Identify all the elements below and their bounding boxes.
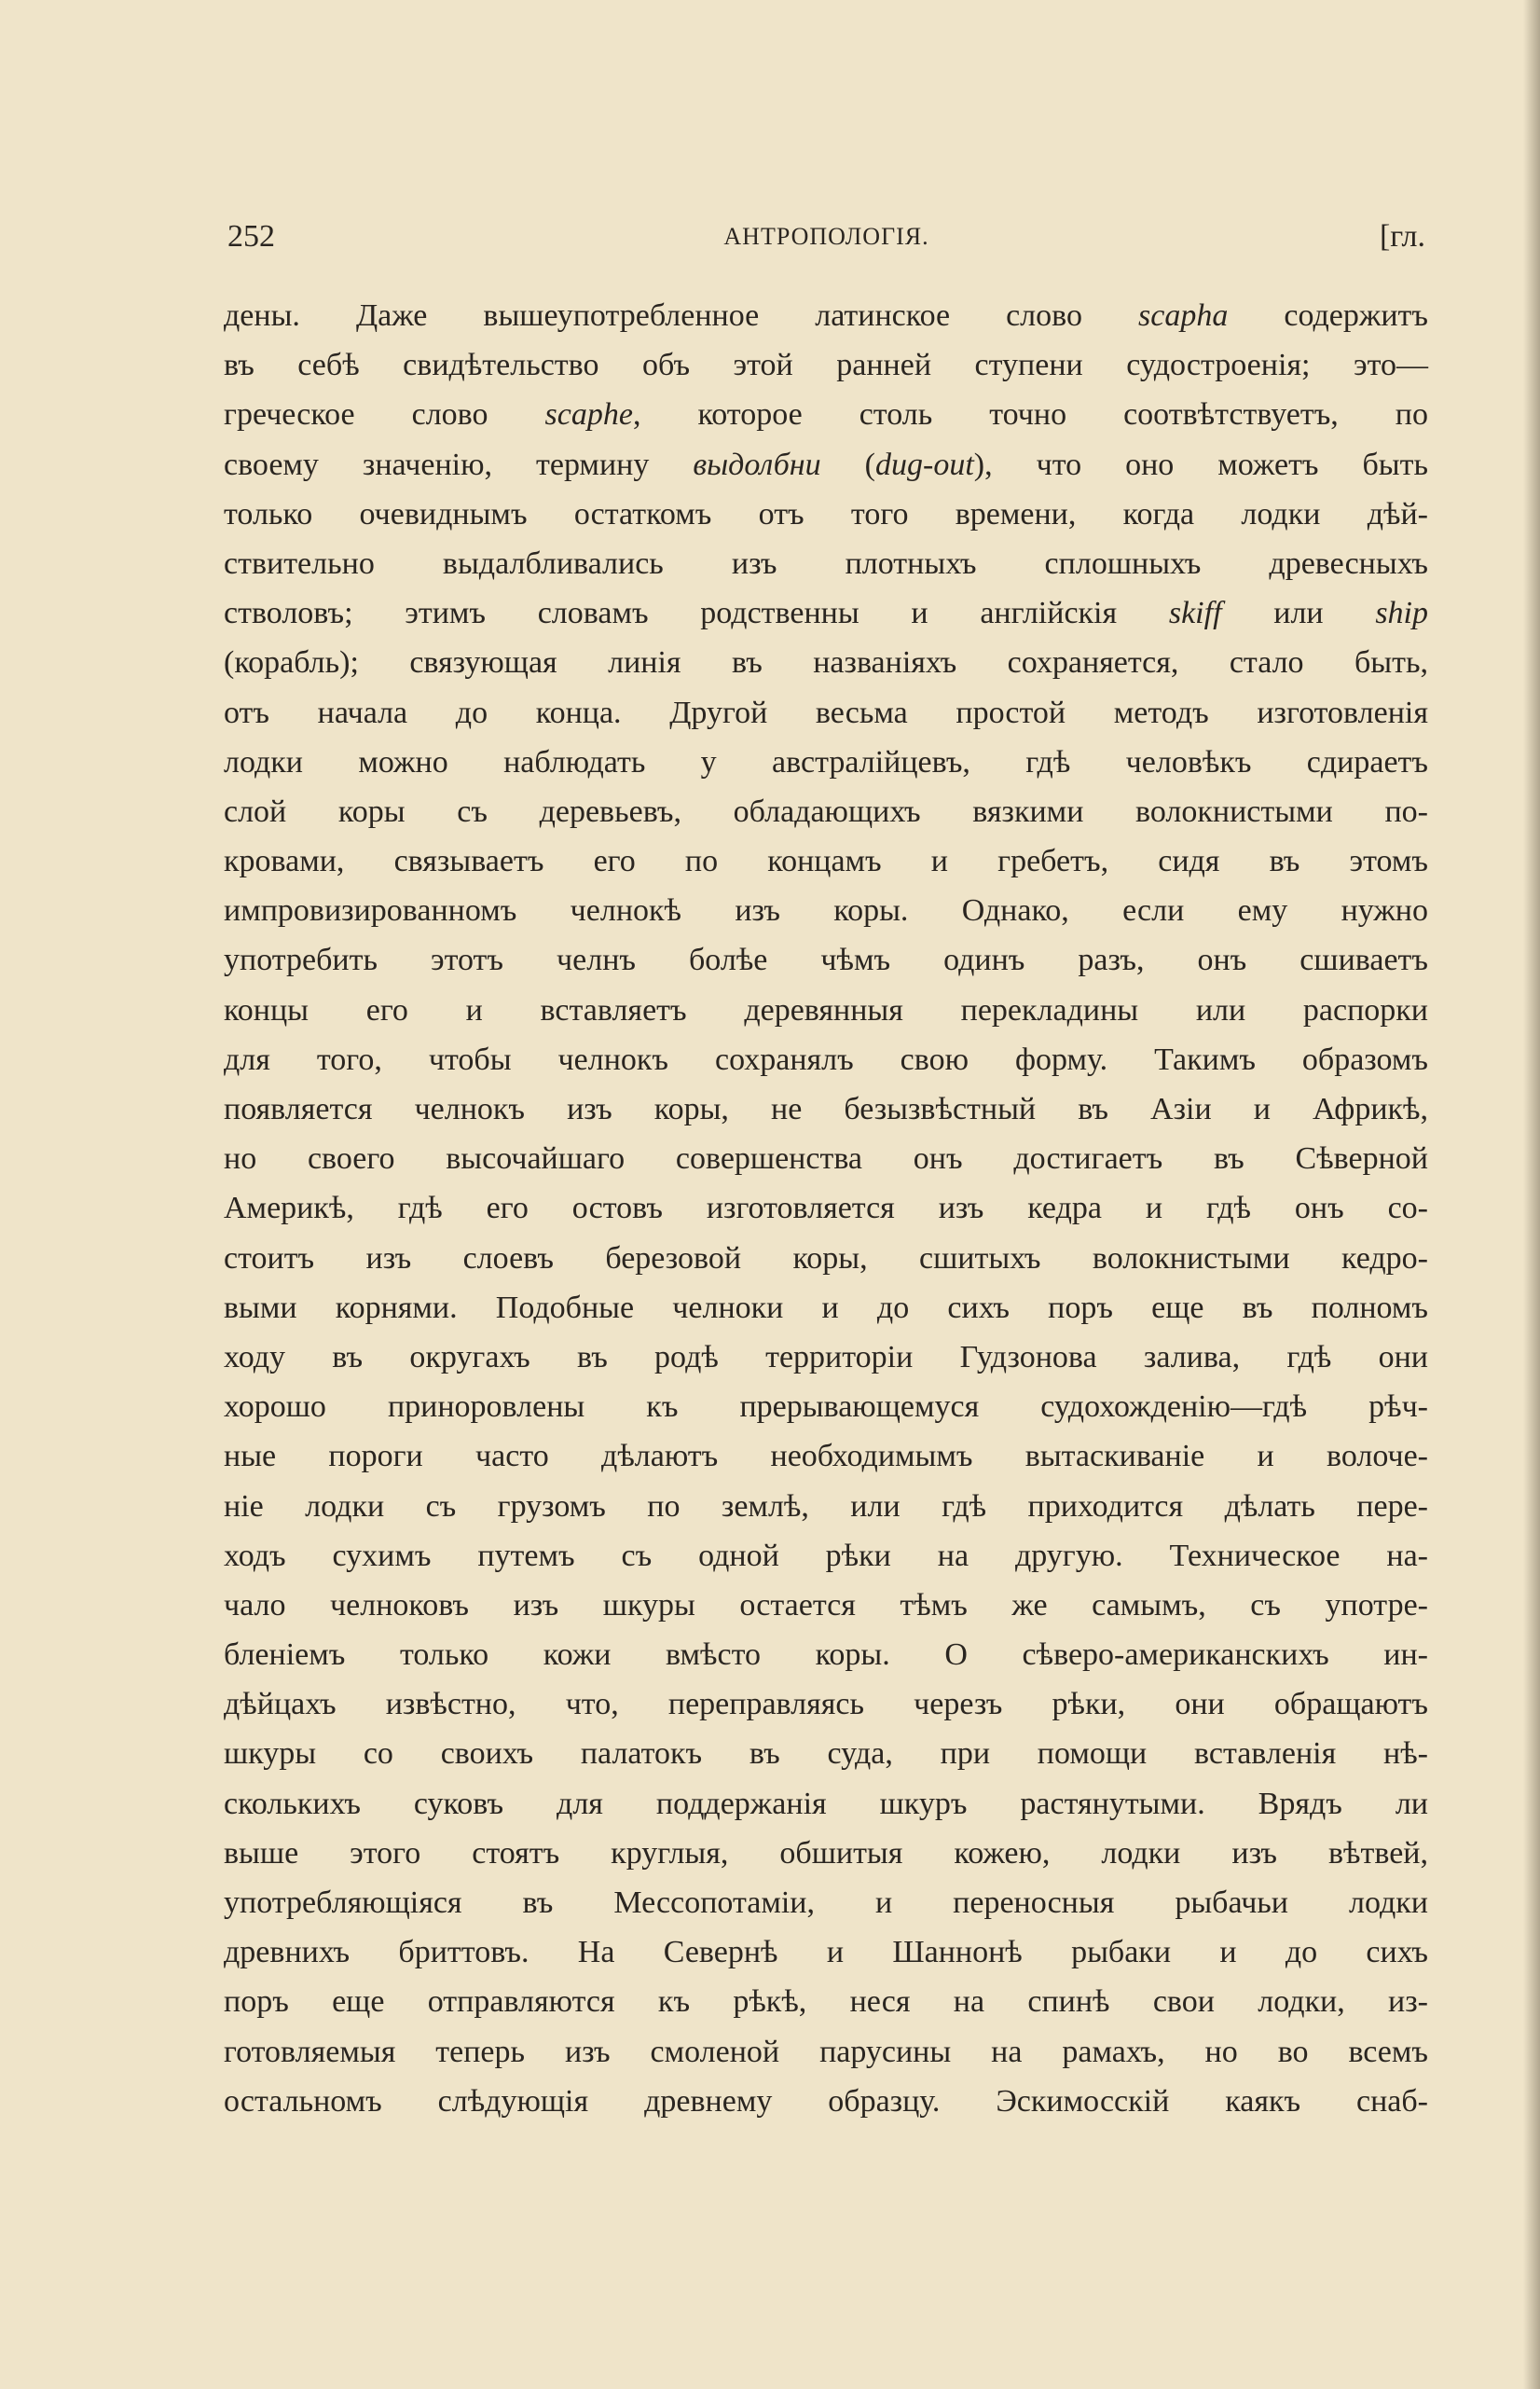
text-line [224, 1729, 1428, 1778]
italic-term: ship [1375, 596, 1429, 631]
text-line [224, 1531, 1428, 1581]
text-segment: остальномъ слѣдующія древнему образцу. Эскимосскій каякъ снаб- [224, 2083, 1428, 2119]
text-segment: выми корнями. Подобные челноки и до сихъ поръ еще въ полномъ [224, 1290, 1428, 1325]
text-segment: ходъ сухимъ путемъ съ одной рѣки на другую. Техническое на- [224, 1538, 1428, 1573]
text-segment: древнихъ бриттовъ. На Севернѣ и Шаннонѣ рыбаки и до сихъ [224, 1935, 1428, 1970]
text-line [224, 1927, 1428, 1977]
text-segment: бленіемъ только кожи вмѣсто коры. О сѣверо-американскихъ ин- [224, 1637, 1428, 1673]
text-line [224, 1779, 1428, 1829]
text-line [224, 1431, 1428, 1481]
text-segment: хорошо приноровлены къ прерывающемуся судохожденію—гдѣ рѣч- [224, 1389, 1428, 1425]
text-segment: сколькихъ суковъ для поддержанія шкуръ растянутыми. Врядъ ли [224, 1786, 1428, 1821]
text-line [224, 440, 1428, 490]
text-line [224, 1829, 1428, 1878]
text-line [224, 1134, 1428, 1183]
text-segment: (корабль); связующая линія въ названіяхъ сохраняется, стало быть, [224, 645, 1428, 681]
italic-term: scapha [1138, 298, 1229, 333]
text-segment: импровизированномъ челнокѣ изъ коры. Однако, если ему нужно [224, 893, 1428, 929]
text-line [224, 2027, 1428, 2077]
italic-term: skiff [1168, 596, 1222, 631]
text-segment: только очевиднымъ остаткомъ отъ того времени, когда лодки дѣй- [224, 496, 1428, 532]
page-number: 252 [227, 219, 275, 254]
text-segment: стволовъ; этимъ словамъ родственны и англійскія [224, 596, 1169, 631]
text-line [224, 1679, 1428, 1729]
text-line [224, 1234, 1428, 1283]
text-line [224, 490, 1428, 539]
text-segment: но своего высочайшаго совершенства онъ достигаетъ въ Сѣверной [224, 1141, 1428, 1177]
text-segment: слой коры съ деревьевъ, обладающихъ вязкими волокнистыми по- [224, 794, 1428, 829]
text-segment: выше этого стоятъ круглыя, обшитыя кожею, лодки изъ вѣтвей, [224, 1835, 1428, 1871]
text-line [224, 986, 1428, 1035]
text-segment: ствительно выдалбливались изъ плотныхъ сплошныхъ древесныхъ [224, 545, 1428, 581]
text-line [224, 1084, 1428, 1134]
text-segment: въ себѣ свидѣтельство объ этой ранней ступени судостроенія; это— [224, 348, 1428, 383]
text-segment: чало челноковъ изъ шкуры остается тѣмъ же самымъ, съ употре- [224, 1587, 1428, 1623]
running-title: АНТРОПОЛОГІЯ. [723, 223, 929, 250]
text-line [224, 1581, 1428, 1630]
text-segment: ные пороги часто дѣлаютъ необходимымъ вытаскиваніе и волоче- [224, 1439, 1428, 1474]
italic-term: dug-out [875, 447, 974, 482]
text-line [224, 291, 1428, 340]
text-line [224, 588, 1428, 638]
text-segment: появляется челнокъ изъ коры, не безызвѣстный въ Азіи и Африкѣ, [224, 1092, 1428, 1126]
text-segment: ( [820, 447, 875, 482]
body-text [224, 291, 1428, 2126]
text-line [224, 1283, 1428, 1333]
text-segment: шкуры со своихъ палатокъ въ суда, при помощи вставленія нѣ- [224, 1736, 1428, 1772]
text-segment: употребить этотъ челнъ болѣе чѣмъ одинъ разъ, онъ сшиваетъ [224, 943, 1428, 978]
text-line [224, 935, 1428, 985]
text-line [224, 2077, 1428, 2126]
text-line [224, 638, 1428, 687]
text-segment: готовляемыя теперь изъ смоленой парусины на рамахъ, но во всемъ [224, 2034, 1428, 2069]
text-line [224, 738, 1428, 787]
text-segment: стоитъ изъ слоевъ березовой коры, сшитыхъ волокнистыми кедро- [224, 1240, 1428, 1276]
text-segment: ніе лодки съ грузомъ по землѣ, или гдѣ приходится дѣлать пере- [224, 1488, 1428, 1524]
italic-term: scaphe [544, 397, 633, 433]
text-segment: или [1221, 596, 1376, 631]
text-segment: ), что оно можетъ быть [973, 447, 1428, 482]
text-line [224, 688, 1428, 738]
text-line [224, 886, 1428, 935]
text-line [224, 1977, 1428, 2026]
text-segment: , которое столь точно соотвѣтствуетъ, по [632, 397, 1428, 433]
text-line [224, 1333, 1428, 1382]
text-line [224, 1035, 1428, 1084]
text-line [224, 340, 1428, 390]
text-segment: поръ еще отправляются къ рѣкѣ, неся на спинѣ свои лодки, из- [224, 1984, 1428, 2020]
text-segment: для того, чтобы челнокъ сохранялъ свою форму. Такимъ образомъ [224, 1042, 1428, 1077]
text-segment: дены. Даже вышеупотребленное латинское слово [224, 298, 1138, 333]
text-line [224, 787, 1428, 836]
text-line [224, 1878, 1428, 1927]
page-header [227, 216, 1425, 257]
text-line [224, 390, 1428, 439]
text-segment: концы его и вставляетъ деревянныя перекладины или распорки [224, 992, 1428, 1028]
text-segment: лодки можно наблюдать у австралійцевъ, гдѣ человѣкъ сдираетъ [224, 744, 1428, 780]
text-line [224, 1382, 1428, 1431]
text-line [224, 1630, 1428, 1679]
text-segment: Америкѣ, гдѣ его остовъ изготовляется изъ кедра и гдѣ онъ со- [224, 1191, 1428, 1226]
text-line [224, 1183, 1428, 1233]
text-line [224, 1482, 1428, 1531]
text-segment: ходу въ округахъ въ родѣ территоріи Гудзонова залива, гдѣ они [224, 1339, 1428, 1374]
text-segment: дѣйцахъ извѣстно, что, переправляясь черезъ рѣки, они обращаютъ [224, 1687, 1428, 1722]
text-segment: отъ начала до конца. Другой весьма простой методъ изготовленія [224, 695, 1428, 730]
text-segment: употребляющіяся въ Мессопотаміи, и переносныя рыбачьи лодки [224, 1885, 1428, 1920]
text-segment: греческое слово [224, 397, 545, 433]
text-line [224, 836, 1428, 886]
text-segment: кровами, связываетъ его по концамъ и гребетъ, сидя въ этомъ [224, 844, 1428, 879]
text-segment: своему значенію, термину [224, 447, 694, 482]
chapter-mark: [гл. [1379, 219, 1425, 254]
page-edge-shadow [1523, 0, 1540, 2389]
text-line [224, 539, 1428, 588]
text-segment: содержитъ [1228, 298, 1428, 333]
italic-term: выдолбни [693, 447, 821, 482]
